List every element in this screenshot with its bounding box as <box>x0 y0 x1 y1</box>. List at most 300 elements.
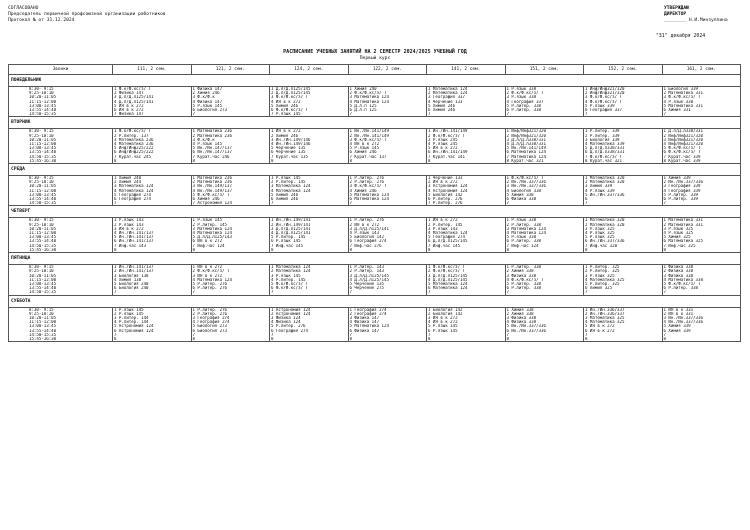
lesson-cell: 4 Математика 236 <box>113 142 192 146</box>
lesson-cell: 1 Химия 240 <box>348 87 427 92</box>
lesson-cell: 6 Ф.к/Ф.кс/з/ Т <box>662 150 741 154</box>
lesson-cell: 5 География 274 <box>113 193 192 197</box>
lesson-cell: 2 Ин./Ин.141/149 <box>348 134 427 138</box>
lesson-cell: 2 Р.литер. 145 <box>427 223 506 227</box>
lesson-cell: 7 <box>584 290 663 295</box>
lesson-cell: 6 Ин./Ин.337/336 <box>505 329 584 333</box>
lesson-cell: 3 Ф.к/Ф.кс/з/ Т <box>662 95 741 99</box>
lesson-cell: 7 <box>191 112 270 117</box>
lesson-cell: 7 Курат.час 141 <box>427 155 506 159</box>
lesson-cell: 2 Биология 142 <box>427 312 506 316</box>
day-name: ПЯТНИЦА <box>9 253 741 265</box>
lesson-cell: 4 Р.язык 143 <box>348 231 427 235</box>
lesson-cell: 6 Химия 246 <box>427 108 506 112</box>
lesson-cell: 7 Ф.к/Ф.кс/з/ Т <box>584 155 663 159</box>
lesson-cell: 4 Физика 338 <box>505 320 584 324</box>
lesson-cell: 1 Ф.к/Ф.кс/з/ Т <box>113 87 192 92</box>
lesson-cell: 6 Ин./Ин.141/149 <box>427 150 506 154</box>
lesson-cell: 2 Р.литер. 276 <box>191 312 270 316</box>
lesson-cell: 1 Д.л/Д.л125/145 <box>270 87 349 92</box>
lesson-cell: 4 Математика 124 <box>113 189 192 193</box>
lesson-cell: 1 Р.язык 338 <box>505 87 584 92</box>
lesson-cell: 6 География 337 <box>584 108 663 112</box>
lesson-cell: 8 <box>270 248 349 253</box>
lesson-cell: 2 Ин./Ин.337/336 <box>505 180 584 184</box>
lesson-cell: 2 Ин./Ин.141/137 <box>113 269 192 273</box>
lesson-cell: 3 Ин./Ин.337/336 <box>662 316 741 320</box>
lesson-cell: 5 Математика 124 <box>348 324 427 328</box>
lesson-cell: 4 Д.л/Д.л125/145 <box>348 278 427 282</box>
lesson-cell: 8 <box>270 337 349 342</box>
lesson-cell: 6 Химия 246 <box>191 197 270 201</box>
lesson-cell: 3 Математика 236 <box>113 138 192 142</box>
lesson-cell: 6 Математика 124 <box>505 150 584 154</box>
lesson-cell: 2 Инф/Инф321/320 <box>505 134 584 138</box>
lesson-cell: 1 Математика 320 <box>584 176 663 181</box>
lesson-cell: 1 Математика 331 <box>662 218 741 223</box>
lesson-cell: 8 <box>113 337 192 342</box>
lesson-time: 9:25-10:10 <box>9 134 113 138</box>
lesson-cell: 5 Р.язык 145 <box>348 146 427 150</box>
lesson-cell: 3 Д.л/Д.л125/145 <box>348 274 427 278</box>
lesson-cell: 5 Д.л.п 125 <box>348 104 427 108</box>
lesson-cell: 3 Физика 338 <box>505 316 584 320</box>
lesson-cell: 7 Р.язык 145 <box>270 112 349 117</box>
lesson-time: 10:20-11:05 <box>9 95 113 99</box>
lesson-cell: 3 Д.л/Д.л338/331 <box>505 138 584 142</box>
lesson-cell: 1 Ин./Ин.141/149 <box>348 129 427 134</box>
lesson-cell: 1 Р.литер. 143 <box>348 265 427 270</box>
lesson-cell: 2 Ф.к/Ф.кс/з/ Т <box>505 91 584 95</box>
lesson-cell: 8 <box>584 337 663 342</box>
lesson-cell: 3 Ф.к/Ф.кс/з/ Т <box>348 184 427 188</box>
group-header: 151, 2 сем. <box>505 65 584 75</box>
lesson-cell: 3 Р.литер. 144 <box>113 316 192 320</box>
lesson-cell: 8 <box>662 248 741 253</box>
lesson-time: 9:25-10:10 <box>9 180 113 184</box>
lesson-cell: 1 Ин./Ин.141/149 <box>427 129 506 134</box>
lesson-cell: 1 Математика 124 <box>427 87 506 92</box>
lesson-cell: 2 Математика 236 <box>191 134 270 138</box>
lesson-cell: 4 ИЯ в к 272 <box>270 100 349 104</box>
lesson-cell: 2 Физика 338 <box>662 269 741 273</box>
lesson-cell: 3 Ин./Ин.149/137 <box>191 184 270 188</box>
lesson-cell: 7 Инф.час 143 <box>113 244 192 248</box>
lesson-cell: 6 География 274 <box>270 329 349 333</box>
lesson-cell: 8 Курат.час 339 <box>662 159 741 164</box>
approve-signature: ________ Н.И.Минзуллина <box>664 18 728 24</box>
lesson-cell: 3 Физика 338 <box>662 274 741 278</box>
lesson-time: 15:45-16:30 <box>9 337 113 342</box>
lesson-cell: 2 Ф.к/Ф.кс/з/ Т <box>427 269 506 273</box>
lesson-cell: 5 Астрономия 124 <box>113 324 192 328</box>
lesson-cell: 7 Инф.час 145 <box>427 244 506 248</box>
lesson-cell: 6 Ин./Ин.141/137 <box>113 239 192 243</box>
lesson-cell: 7 Курат.час 246 <box>191 155 270 159</box>
lesson-cell: 2 Инф/Инф321/320 <box>662 134 741 138</box>
lesson-cell: 6 Д.л/Д.л338/331 <box>584 150 663 154</box>
lesson-cell: 5 ИЯ в к 272 <box>584 324 663 328</box>
lesson-cell: 6 Р.литер. 339 <box>662 197 741 201</box>
lesson-cell: 7 <box>191 333 270 337</box>
lesson-cell: 2 Химия 338 <box>505 312 584 316</box>
lesson-cell: 2 Р.литер. 145 <box>191 223 270 227</box>
lesson-cell: 7 <box>584 112 663 117</box>
lesson-cell: 5 Р.литер. 276 <box>191 282 270 286</box>
lesson-time: 8:30- 9:15 <box>9 176 113 181</box>
lesson-cell: 7 <box>348 333 427 337</box>
lesson-cell: 5 Ин./Ин.141/137 <box>113 235 192 239</box>
lesson-cell: 4 Математика 124 <box>191 231 270 235</box>
lesson-cell: 8 <box>427 159 506 164</box>
lesson-cell: 7 <box>662 290 741 295</box>
group-header: 141, 2 сем. <box>427 65 506 75</box>
lesson-cell: 4 Химия 138 <box>113 278 192 282</box>
lesson-cell: 4 Д.л/Д.л125/145 <box>427 278 506 282</box>
lesson-cell: 5 Математика 331 <box>662 104 741 108</box>
lesson-cell: 7 <box>662 112 741 117</box>
lesson-cell: 2 Р.язык 145 <box>113 312 192 316</box>
lesson-cell: 4 Р.язык 325 <box>662 231 741 235</box>
lesson-cell: 3 Ф.к/Ф.к <box>191 95 270 99</box>
lesson-cell: 4 Физика 147 <box>348 320 427 324</box>
lesson-time: 14:50-15:35 <box>9 155 113 159</box>
lesson-cell: 2 Математика 320 <box>584 223 663 227</box>
lesson-cell: 2 Химия 338 <box>505 269 584 273</box>
lesson-cell: 3 Математика 124 <box>505 227 584 231</box>
lesson-cell: 2 ИЯ в к 272 <box>427 180 506 184</box>
lesson-time: 10:20-11:05 <box>9 138 113 142</box>
lesson-cell: 6 Астрономия 124 <box>113 329 192 333</box>
lesson-cell: 7 <box>191 290 270 295</box>
lesson-cell: 7 <box>505 333 584 337</box>
lesson-cell: 3 Математика 124 <box>348 95 427 99</box>
lesson-cell: 3 Математика 124 <box>113 184 192 188</box>
lesson-cell: 3 Д.л/Д.л125/141 <box>113 95 192 99</box>
lesson-cell: 8 <box>348 159 427 164</box>
lesson-cell: 4 Ин./Ин.149/137 <box>191 189 270 193</box>
lesson-cell: 3 Математика 124 <box>270 184 349 188</box>
time-header: Звонки <box>9 65 113 75</box>
lesson-cell: 1 Ин./Ин.336/337 <box>584 307 663 312</box>
lesson-cell: 7 Р.литер. 276 <box>427 201 506 206</box>
lesson-cell: 6 ИЯ в к 272 <box>113 108 192 112</box>
lesson-time: 14:50-15:35 <box>9 244 113 248</box>
lesson-cell: 6 Р.литер. 338 <box>505 239 584 243</box>
lesson-time: 8:30- 9:15 <box>9 129 113 134</box>
lesson-cell: 6 Ин./Ин.337/336 <box>584 239 663 243</box>
lesson-cell: 4 Математика 124 <box>427 231 506 235</box>
lesson-time: 8:30- 9:15 <box>9 87 113 92</box>
lesson-cell: 6 Химия 246 <box>348 150 427 154</box>
lesson-cell: 7 Курат.час 135 <box>270 155 349 159</box>
lesson-cell: 4 География 339 <box>662 189 741 193</box>
lesson-cell: 4 Р.язык 339 <box>584 189 663 193</box>
lesson-cell: 4 Химия 246 <box>348 189 427 193</box>
lesson-cell: 1 Ф.к/Ф.кс/з/ Т <box>427 265 506 270</box>
lesson-cell: 8 <box>662 337 741 342</box>
lesson-cell: 4 Математика 338 <box>662 278 741 282</box>
lesson-cell: 5 Р.литер. 325 <box>584 282 663 286</box>
lesson-cell: 5 Р.язык 338 <box>505 235 584 239</box>
lesson-cell: 5 Химия 246 <box>270 104 349 108</box>
lesson-cell: 5 Биология 142 <box>348 235 427 239</box>
lesson-cell: 6 Ф.к/Ф.кс/з/ Т <box>270 286 349 290</box>
lesson-cell: 7 Математика 124 <box>505 155 584 159</box>
lesson-cell: 6 Химия 325 <box>584 286 663 290</box>
lesson-cell: 5 Биология 240 <box>113 282 192 286</box>
lesson-cell: 3 Ф.к/Ф.кс/з/ Т <box>270 95 349 99</box>
lesson-cell: 5 Д.л/Д.л125/143 <box>191 235 270 239</box>
lesson-cell: 7 <box>348 201 427 206</box>
lesson-cell: 3 Математика 325 <box>584 316 663 320</box>
lesson-cell: 2 Ф.к/Ф.кс/з/ Т <box>191 269 270 273</box>
lesson-cell: 8 <box>191 337 270 342</box>
lesson-cell: 5 Биология 142 <box>427 193 506 197</box>
lesson-cell: 4 География 274 <box>191 320 270 324</box>
lesson-cell: 1 Р.литер. 338 <box>505 265 584 270</box>
lesson-time: 10:20-11:05 <box>9 184 113 188</box>
lesson-cell: 6 Инф/Инф225/222 <box>113 150 192 154</box>
lesson-cell: 7 Курат.час 245 <box>113 155 192 159</box>
lesson-cell: 1 Биология 339 <box>662 87 741 92</box>
lesson-cell: 5 Р.язык 145 <box>427 324 506 328</box>
lesson-cell: 4 Ин./Ин.141/137 <box>113 231 192 235</box>
lesson-time: 11:15-12:00 <box>9 142 113 146</box>
lesson-cell: 3 География 274 <box>191 316 270 320</box>
lesson-cell: 6 Физика 147 <box>348 329 427 333</box>
lesson-cell: 3 Биология 339 <box>584 138 663 142</box>
lesson-time: 13:00-13:45 <box>9 324 113 328</box>
lesson-cell: 3 Р.язык 145 <box>270 274 349 278</box>
lesson-time: 11:15-12:00 <box>9 231 113 235</box>
lesson-cell: 3 Физика 338 <box>505 274 584 278</box>
lesson-time: 14:50-15:35 <box>9 201 113 206</box>
lesson-cell: 5 Р.литер. 338 <box>505 282 584 286</box>
lesson-cell: 7 <box>427 333 506 337</box>
lesson-cell: 7 <box>270 201 349 206</box>
lesson-cell: 3 Инф/Инф321/320 <box>662 138 741 142</box>
lesson-cell: 5 Р.литер. 276 <box>270 324 349 328</box>
group-header: 161, 2 сем. <box>662 65 741 75</box>
document-title: РАСПИСАНИЕ УЧЕБНЫХ ЗАНЯТИЙ НА 2 СЕМЕСТР 2024/2025 УЧЕБНЫЙ ГОД <box>283 49 467 55</box>
group-header: 124, 2 сем. <box>270 65 349 75</box>
lesson-cell: 4 Р.язык 145 <box>191 142 270 146</box>
lesson-cell: 4 Р.язык 338 <box>662 100 741 104</box>
approval-org: Председатель первичной профсоюзной организации работников <box>8 12 166 18</box>
lesson-cell: 7 <box>662 333 741 337</box>
day-name: ВТОРНИК <box>9 117 741 129</box>
lesson-cell: 8 <box>348 248 427 253</box>
lesson-time: 13:00-13:45 <box>9 104 113 108</box>
lesson-cell: 6 Химия 339 <box>662 329 741 333</box>
lesson-cell: 4 Математика 124 <box>505 231 584 235</box>
lesson-cell: 6 Математика 325 <box>662 239 741 243</box>
lesson-cell: 7 <box>270 333 349 337</box>
lesson-cell: 6 Черчение 135 <box>270 150 349 154</box>
lesson-cell: 3 Р.язык 325 <box>584 274 663 278</box>
lesson-cell: 4 ИЯ в к 272 <box>427 320 506 324</box>
lesson-cell: 2 Математика 236 <box>191 180 270 184</box>
lesson-cell: 7 Инф.час 124 <box>505 244 584 248</box>
lesson-cell: 7 <box>505 201 584 206</box>
lesson-cell: 8 Курат.час 321 <box>505 159 584 164</box>
lesson-cell: 6 Биология 273 <box>191 329 270 333</box>
lesson-cell: 2 Р.литер. 145 <box>270 180 349 184</box>
lesson-cell: 6 География 274 <box>348 239 427 243</box>
lesson-cell: 2 Химия 246 <box>270 134 349 138</box>
lesson-cell: 2 ИЯ в к 272 <box>348 223 427 227</box>
lesson-cell: 3 Р.язык 143 <box>427 227 506 231</box>
lesson-cell: 2 Химия 246 <box>191 91 270 95</box>
lesson-cell: 4 Ин./Ин.337/336 <box>662 320 741 324</box>
lesson-cell: 5 Р.литер. 145 <box>270 235 349 239</box>
lesson-cell: 7 Инф.час 325 <box>662 244 741 248</box>
lesson-cell: 4 Математика 124 <box>348 100 427 104</box>
lesson-cell: 3 Химия 339 <box>584 184 663 188</box>
lesson-cell: 2 Математика 124 <box>427 91 506 95</box>
day-name: СУББОТА <box>9 295 741 307</box>
lesson-cell: 5 Химия 338 <box>505 193 584 197</box>
lesson-cell: 7 Инф.час 124 <box>191 244 270 248</box>
lesson-cell: 2 Р.литер. 325 <box>584 269 663 273</box>
lesson-cell: 2 Р.литер. 338 <box>505 223 584 227</box>
lesson-cell: 7 Курат.час 339 <box>662 155 741 159</box>
lesson-cell: 6 Р.литер. 276 <box>191 286 270 290</box>
lesson-cell: 2 Математика 331 <box>662 91 741 95</box>
lesson-cell: 5 ИЯ в к 272 <box>113 104 192 108</box>
lesson-cell: 4 Ин./Ин.149/146 <box>270 142 349 146</box>
lesson-cell: 2 Математика 320 <box>584 180 663 184</box>
lesson-cell: 4 Р.литер. 144 <box>113 320 192 324</box>
lesson-cell: 5 Биология 273 <box>191 324 270 328</box>
lesson-cell: 8 <box>584 248 663 253</box>
lesson-cell: 2 Астрономия 124 <box>270 312 349 316</box>
lesson-cell: 5 Ф.к/Ф.кс/з/ Т <box>270 282 349 286</box>
lesson-cell: 2 ИЯ в к 331 <box>662 312 741 316</box>
lesson-time: 14:50-15:35 <box>9 333 113 337</box>
lesson-cell: 6 Ф.к/Ф.кс/з/ Т <box>270 108 349 112</box>
lesson-cell: 1 Математика 124 <box>270 265 349 270</box>
lesson-cell: 1 География 274 <box>348 307 427 312</box>
lesson-cell: 7 <box>113 201 192 206</box>
lesson-cell: 2 Ин./Ин.149/141 <box>270 223 349 227</box>
lesson-time: 9:25-10:10 <box>9 223 113 227</box>
lesson-cell: 2 География 274 <box>348 312 427 316</box>
lesson-cell: 5 Ин./Ин.141/149 <box>505 146 584 150</box>
lesson-cell: 5 Химия 246 <box>270 193 349 197</box>
lesson-time: 11:15-12:00 <box>9 100 113 104</box>
lesson-cell: 4 Математика 325 <box>584 278 663 282</box>
lesson-cell: 4 Ф.к/Ф.кс/з/ Т <box>584 100 663 104</box>
lesson-cell: 6 Биология 240 <box>113 286 192 290</box>
lesson-time: 13:55-14:40 <box>9 329 113 333</box>
lesson-cell: 3 ИЯ в к 272 <box>113 227 192 231</box>
lesson-cell: 5 Математика 124 <box>348 193 427 197</box>
lesson-cell: 3 Ф.к/Ф.кс/з/ Т <box>584 95 663 99</box>
lesson-cell: 2 Физика 147 <box>113 91 192 95</box>
lesson-cell: 6 Р.литер. 276 <box>427 197 506 201</box>
document-subtitle: Первый курс <box>359 56 391 61</box>
approval-block <box>8 6 166 25</box>
lesson-cell: 7 <box>113 290 192 295</box>
lesson-cell: 1 Математика 236 <box>191 129 270 134</box>
lesson-time: 11:15-12:00 <box>9 320 113 324</box>
lesson-cell: 3 Ин./Ин.149/146 <box>270 138 349 142</box>
lesson-cell: 2 Химия 244 <box>113 180 192 184</box>
group-header: 111, 2 сем. <box>113 65 192 75</box>
lesson-cell: 3 Физика 124 <box>270 316 349 320</box>
lesson-cell: 5 Р.язык 145 <box>191 104 270 108</box>
lesson-time: 10:20-11:05 <box>9 227 113 231</box>
lesson-time: 11:15-12:00 <box>9 189 113 193</box>
lesson-time: 13:55-14:40 <box>9 197 113 201</box>
lesson-row <box>9 337 741 342</box>
lesson-cell: 1 Математика 320 <box>584 218 663 223</box>
lesson-cell: 6 ИЯ в к 272 <box>191 239 270 243</box>
lesson-cell: 6 Биология 273 <box>191 108 270 112</box>
lesson-time: 10:20-11:05 <box>9 316 113 320</box>
lesson-cell: 1 Черчение 133 <box>427 176 506 181</box>
lesson-cell: 4 Р.литер. 145 <box>270 278 349 282</box>
approve-role: ДИРЕКТОР <box>664 12 687 18</box>
lesson-cell: 1 Д.л/Д.л338/331 <box>662 129 741 134</box>
lesson-cell: 5 Ин./Ин.147/137 <box>191 146 270 150</box>
lesson-cell: 6 <box>584 197 663 201</box>
lesson-cell: 1 Р.язык 145 <box>113 307 192 312</box>
lesson-cell: 8 <box>505 337 584 342</box>
lesson-time: 11:15-12:00 <box>9 278 113 282</box>
lesson-cell: 4 География 337 <box>505 100 584 104</box>
lesson-cell: 3 Р.язык 325 <box>584 227 663 231</box>
lesson-cell: 6 География 274 <box>113 197 192 201</box>
lesson-cell: 1 ИЯ в к 331 <box>662 307 741 312</box>
lesson-cell: 3 Ин./Ин.337/336 <box>505 184 584 188</box>
approve-date: "31" декабря 2024 <box>656 34 706 39</box>
lesson-cell: 3 Математика 124 <box>191 227 270 231</box>
lesson-cell: 4 Р.язык 245 <box>427 142 506 146</box>
lesson-cell: 7 <box>113 333 192 337</box>
lesson-cell: 3 ИЯ в к 272 <box>191 274 270 278</box>
lesson-cell: 5 Химия 246 <box>427 104 506 108</box>
lesson-cell: 2 Ф.к/Ф.кс/з/ Т <box>427 134 506 138</box>
lesson-cell: 6 Р.литер. 338 <box>662 286 741 290</box>
lesson-cell: 1 Инф/Инф321/320 <box>505 129 584 134</box>
lesson-cell: 8 <box>191 159 270 164</box>
lesson-time: 9:25-10:10 <box>9 312 113 316</box>
lesson-cell: 1 Физика 147 <box>191 87 270 92</box>
lesson-cell: 1 Р.литер. 276 <box>191 307 270 312</box>
lesson-cell: 4 Д.л/Д.л125/141 <box>113 100 192 104</box>
lesson-cell: 8 <box>348 337 427 342</box>
lesson-cell: 1 ИЯ в к 272 <box>270 129 349 134</box>
lesson-cell: 3 Астрономия 124 <box>427 184 506 188</box>
lesson-cell: 2 Ин./Ин.336/337 <box>584 312 663 316</box>
lesson-cell: 1 Р.литер. 276 <box>348 218 427 223</box>
lesson-cell: 4 Черчение 133 <box>427 100 506 104</box>
lesson-cell: 1 Биология 142 <box>427 307 506 312</box>
lesson-cell: 6 Математика 124 <box>348 197 427 201</box>
lesson-cell: 8 <box>505 248 584 253</box>
lesson-cell: 4 Физика 124 <box>270 320 349 324</box>
lesson-cell: 2 Д.л/Д.л125/145 <box>270 91 349 95</box>
lesson-cell: 7 <box>584 201 663 206</box>
lesson-cell: 6 Математика 124 <box>427 286 506 290</box>
lesson-cell: 5 Ин./Ин.337/336 <box>505 324 584 328</box>
lesson-cell: 5 Черчение 135 <box>348 282 427 286</box>
lesson-cell: 2 Математика 331 <box>662 223 741 227</box>
lesson-cell: 4 Математика 339 <box>584 142 663 146</box>
